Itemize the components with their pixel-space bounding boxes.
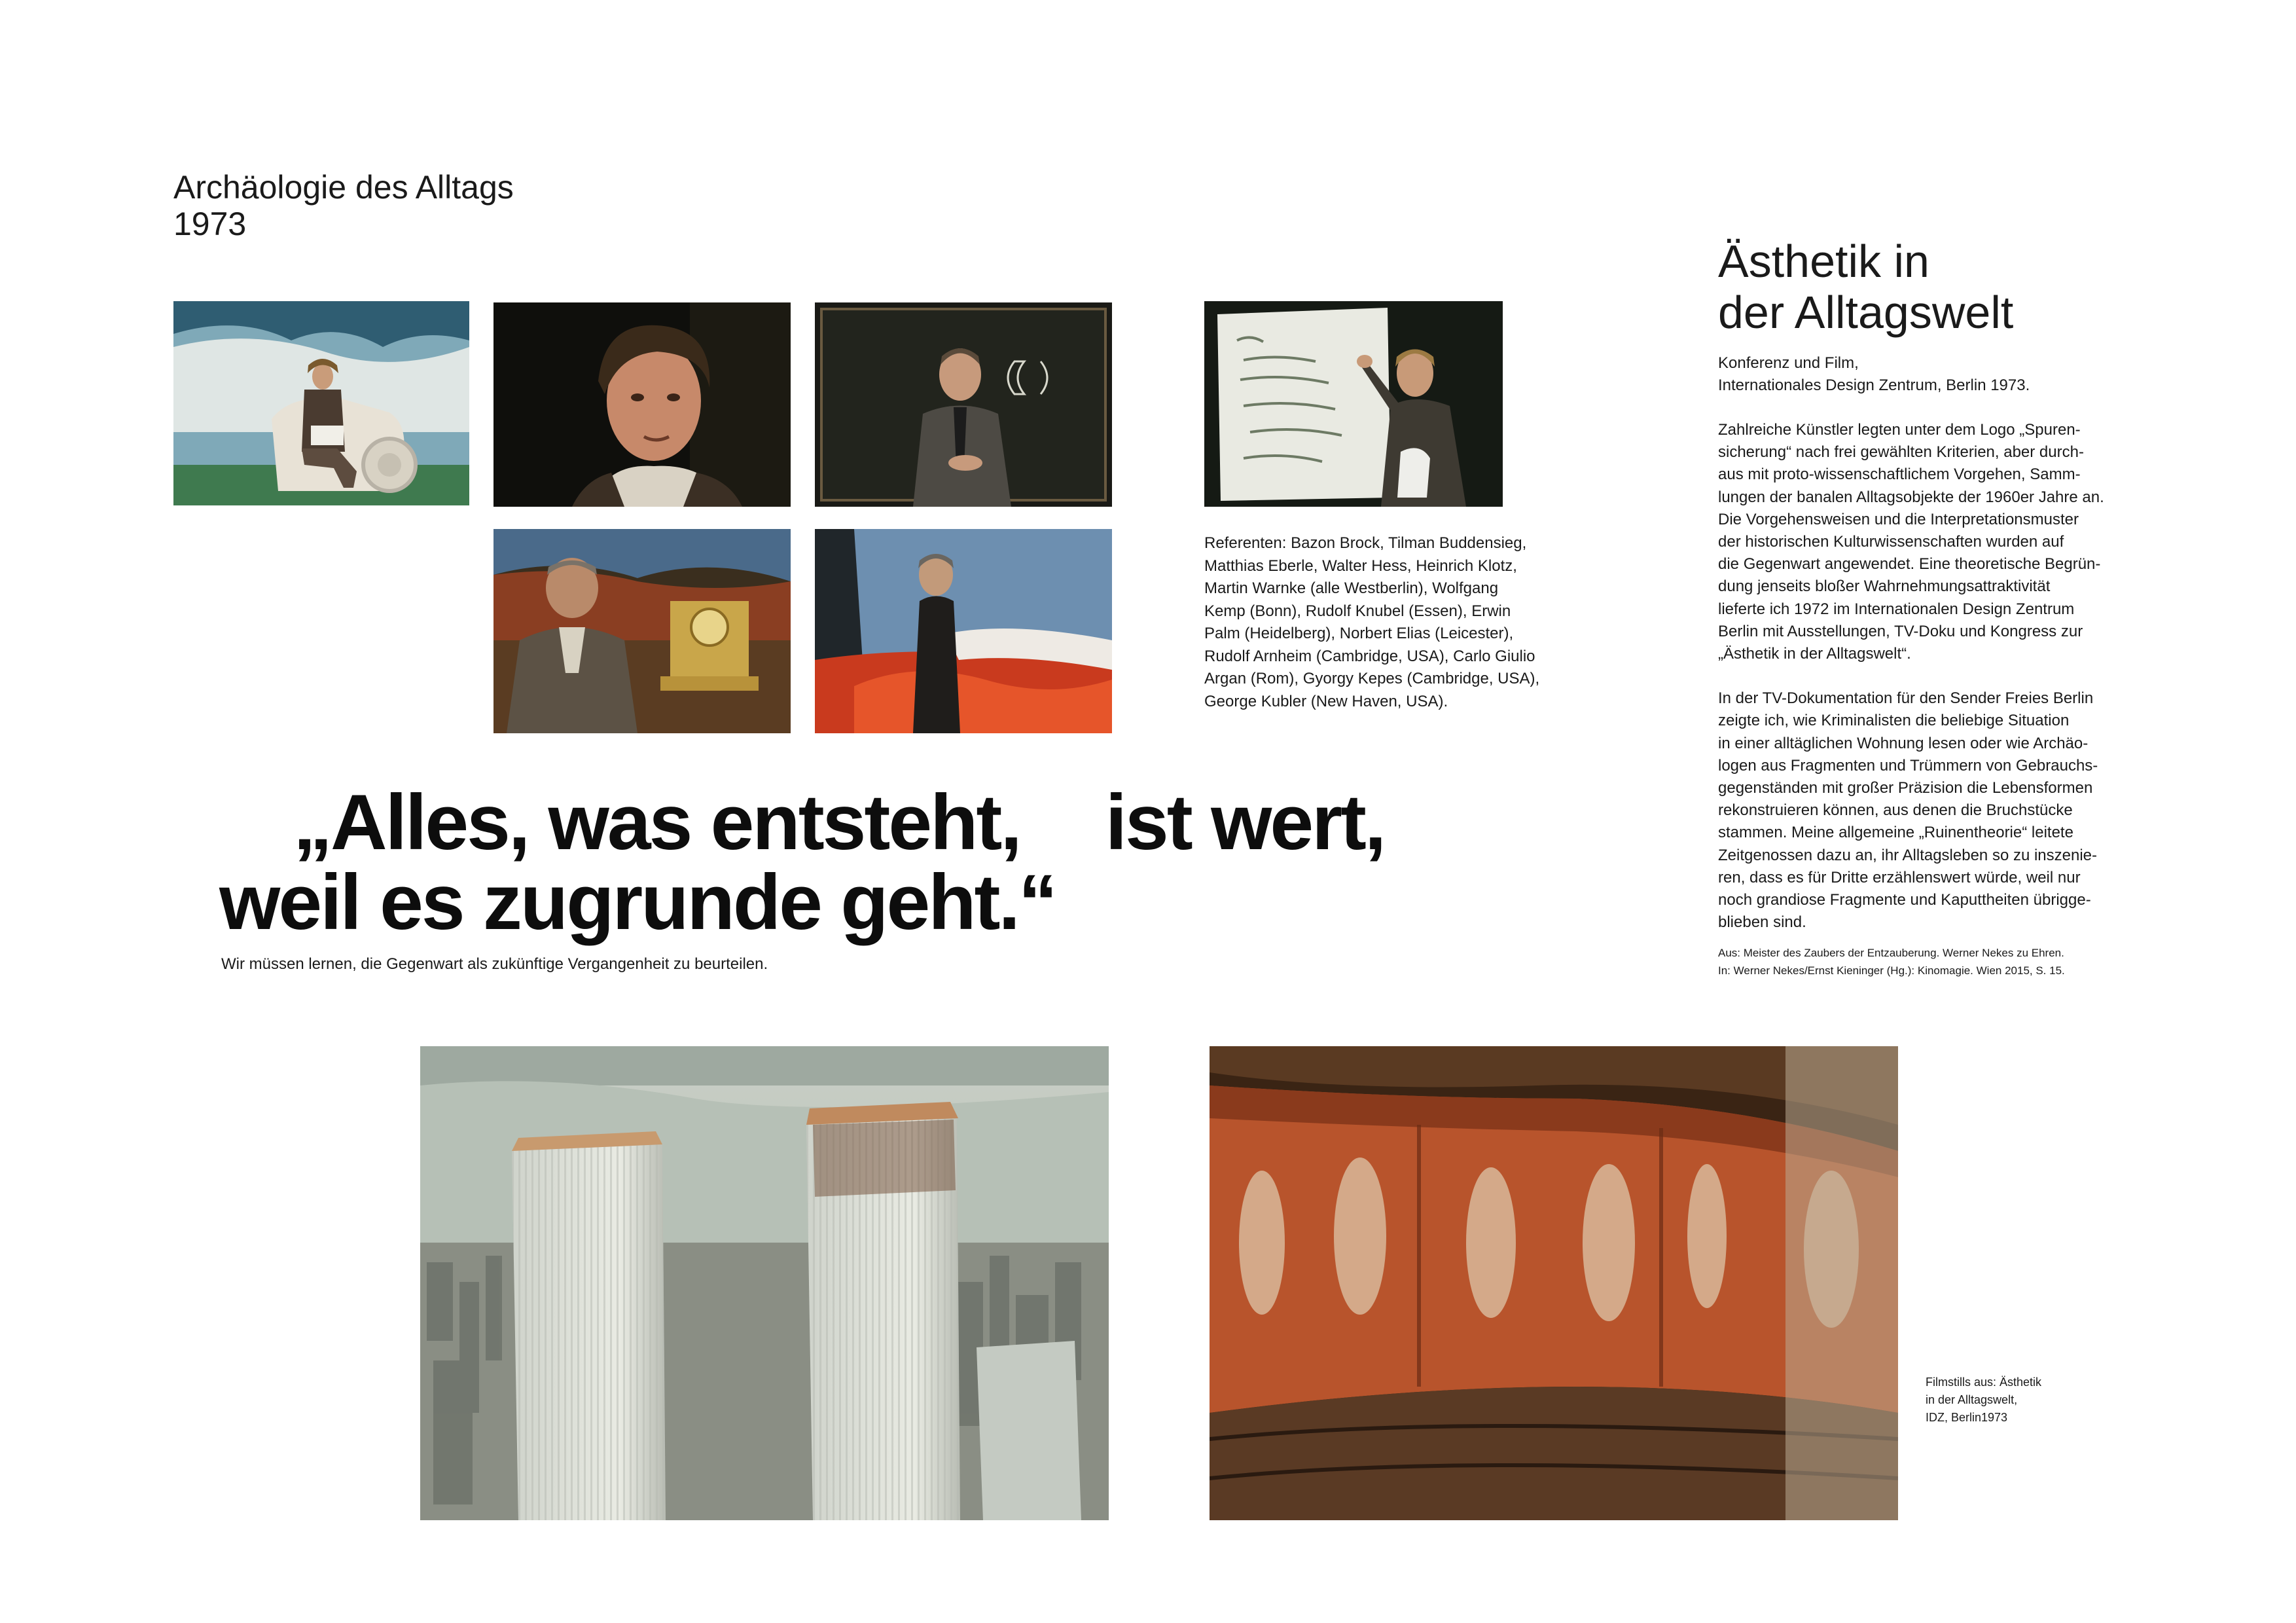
sidebar-paragraph-1 <box>1718 419 2206 665</box>
sidebar-source <box>1718 944 2065 979</box>
quote-subline: Wir müssen lernen, die Gegenwart als zukünftige Vergangenheit zu beurteilen. <box>221 955 768 973</box>
filmstill-portrait-curly-hair <box>493 302 791 507</box>
sidebar-title-line: Ästhetik in <box>1718 236 1929 287</box>
paragraph-line: in einer alltäglichen Wohnung lesen oder wie Archäo- <box>1718 734 2089 752</box>
paragraph-line: logen aus Fragmenten und Trümmern von Gebrauchs- <box>1718 756 2098 775</box>
paragraph-line: Zeitgenossen dazu an, ihr Alltagsleben so zu inszenie- <box>1718 846 2098 864</box>
sidebar-subtitle <box>1718 352 2030 397</box>
referents-list <box>1204 532 1584 713</box>
quote-line-1-part-a: „Alles, was entsteht, <box>293 778 1020 866</box>
sidebar-paragraph-2 <box>1718 687 2206 934</box>
caption-line: IDZ, Berlin1973 <box>1926 1411 2008 1424</box>
paragraph-line: In der TV-Dokumentation für den Sender Freies Berlin <box>1718 689 2094 708</box>
referents-line: Kemp (Bonn), Rudolf Knubel (Essen), Erwin <box>1204 602 1511 620</box>
paragraph-line: blieben sind. <box>1718 913 1806 932</box>
quote-line-2: weil es zugrunde geht.“ <box>219 858 1056 946</box>
page-title: Archäologie des Alltags <box>173 169 514 206</box>
referents-line: George Kubler (New Haven, USA). <box>1204 692 1448 710</box>
referents-line: Argan (Rom), Gyorgy Kepes (Cambridge, USA), <box>1204 670 1540 687</box>
quote-line-1 <box>293 778 1564 866</box>
paragraph-line: Die Vorgehensweisen und die Interpretationsmuster <box>1718 510 2079 528</box>
referents-line: Martin Warnke (alle Westberlin), Wolfgang <box>1204 579 1499 597</box>
sidebar-title-line: der Alltagswelt <box>1718 287 2014 338</box>
headline-quote <box>216 778 1564 946</box>
caption-line: Filmstills aus: Ästhetik <box>1926 1376 2042 1389</box>
source-line: Aus: Meister des Zaubers der Entzauberung. Werner Nekes zu Ehren. <box>1718 947 2064 959</box>
paragraph-line: sicherung“ nach frei gewählten Kriterien, aber durch- <box>1718 443 2084 462</box>
filmstill-man-with-red-sculpture <box>815 529 1112 733</box>
source-line: In: Werner Nekes/Ernst Kieninger (Hg.): Kinomagie. Wien 2015, S. 15. <box>1718 964 2065 977</box>
sidebar-subtitle-line: Konferenz und Film, <box>1718 354 1859 372</box>
page-header <box>173 169 514 242</box>
page-year: 1973 <box>173 206 247 242</box>
filmstill-man-with-clock <box>493 529 791 733</box>
paragraph-line: rekonstruieren können, aus denen die Bruchstücke <box>1718 801 2073 820</box>
paragraph-line: die Gegenwart angewendet. Eine theoretische Begrün- <box>1718 555 2101 574</box>
filmstill-man-at-blackboard <box>815 302 1112 507</box>
paragraph-line: Berlin mit Ausstellungen, TV-Doku und Kongress zur <box>1718 622 2083 640</box>
paragraph-line: lungen der banalen Alltagsobjekte der 1960er Jahre an. <box>1718 488 2104 506</box>
paragraph-line: gegenständen mit großer Präzision die Lebensformen <box>1718 779 2093 797</box>
filmstill-twin-towers-aerial <box>420 1046 1109 1520</box>
sidebar-subtitle-line: Internationales Design Zentrum, Berlin 1973. <box>1718 376 2030 394</box>
paragraph-line: Zahlreiche Künstler legten unter dem Logo „Spuren- <box>1718 421 2081 439</box>
quote-line-1-part-b: ist wert, <box>1105 778 1385 866</box>
caption-line: in der Alltagswelt, <box>1926 1393 2018 1406</box>
paragraph-line: ren, dass es für Dritte erzählenswert würde, weil nur <box>1718 868 2081 886</box>
filmstill-fresco-room <box>1210 1046 1898 1520</box>
paragraph-line: aus mit proto-wissenschaftlichem Vorgehen, Samm- <box>1718 465 2081 484</box>
referents-line: Matthias Eberle, Walter Hess, Heinrich Klotz, <box>1204 556 1517 575</box>
sidebar-body <box>1718 419 2206 956</box>
referents-line: Rudolf Arnheim (Cambridge, USA), Carlo Giulio <box>1204 647 1535 665</box>
referents-line: Referenten: Bazon Brock, Tilman Buddensieg, <box>1204 534 1527 552</box>
filmstill-man-on-chair <box>173 301 469 505</box>
paragraph-line: der historischen Kulturwissenschaften wurden auf <box>1718 533 2064 551</box>
paragraph-line: dung jenseits bloßer Wahrnehmungsattraktivität <box>1718 577 2051 596</box>
filmstill-caption <box>1926 1374 2041 1427</box>
paragraph-line: zeigte ich, wie Kriminalisten die beliebige Situation <box>1718 712 2070 730</box>
paragraph-line: noch grandiose Fragmente und Kaputtheiten übrigge- <box>1718 891 2091 909</box>
paragraph-line: stammen. Meine allgemeine „Ruinentheorie“ leitete <box>1718 824 2073 842</box>
filmstill-lecturer-at-whiteboard <box>1204 301 1503 507</box>
sidebar-title <box>1718 236 2013 338</box>
referents-line: Palm (Heidelberg), Norbert Elias (Leicester), <box>1204 625 1514 642</box>
paragraph-line: „Ästhetik in der Alltagswelt“. <box>1718 645 1911 663</box>
paragraph-line: lieferte ich 1972 im Internationalen Design Zentrum <box>1718 600 2075 618</box>
